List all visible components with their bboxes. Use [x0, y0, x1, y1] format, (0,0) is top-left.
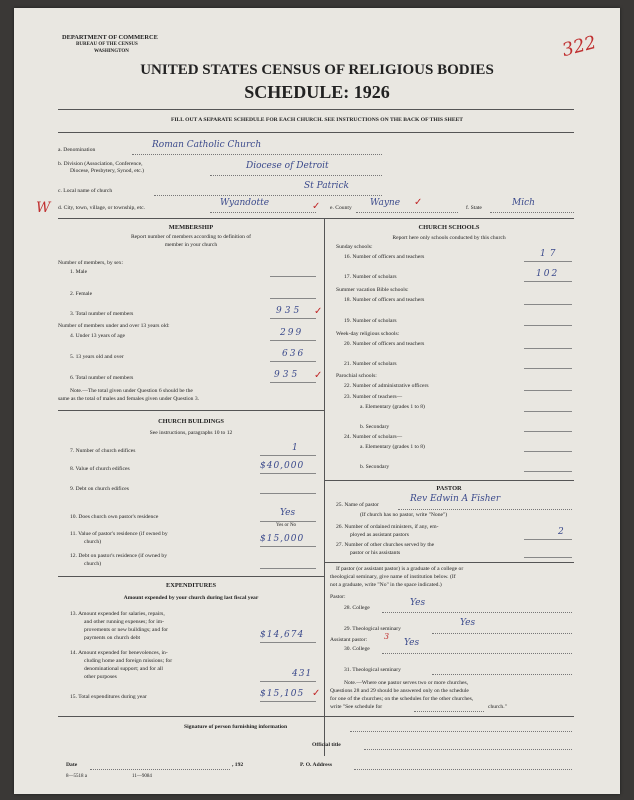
membership-sub-2: member in your church — [164, 242, 218, 248]
pastor-title: PASTOR — [436, 485, 462, 492]
q14-label-1: 14. Amount expended for benevolences, in- — [70, 650, 168, 656]
schools-sub: Report here only schools conducted by this church — [392, 235, 506, 241]
q25-value: Rev Edwin A Fisher — [410, 494, 501, 504]
male-label: 1. Male — [70, 269, 88, 275]
parochial-schools-label: Parochial schools: — [336, 373, 377, 379]
under-13-value: 299 — [280, 328, 304, 338]
q10-value: Yes — [280, 508, 296, 518]
schools-title: CHURCH SCHOOLS — [418, 224, 480, 231]
total-members-value-1: 935 — [276, 306, 303, 316]
q24b-label: b. Secondary — [360, 464, 390, 470]
q19-label: 19. Number of scholars — [344, 318, 397, 324]
buildings-sub: See instructions, paragraphs 10 to 12 — [149, 430, 233, 436]
official-title-label: Official title — [312, 742, 341, 748]
expenditures-sub: Amount expended by your church during last fiscal year — [123, 595, 259, 601]
q14-label-2: cluding home and foreign missions; for — [84, 658, 173, 664]
po-address-label: P. O. Address — [300, 762, 333, 768]
form-title: UNITED STATES CENSUS OF RELIGIOUS BODIES — [140, 62, 494, 78]
q27-label-2: pastor or his assistants — [350, 550, 401, 556]
under-13-label: 4. Under 13 years of age — [70, 333, 125, 339]
county-label: e. County — [330, 205, 352, 211]
department-label: DEPARTMENT OF COMMERCE — [62, 34, 158, 41]
membership-note-1: Note.—The total given under Question 6 should be the — [70, 388, 193, 394]
q21-label: 21. Number of scholars — [344, 361, 397, 367]
q23-label: 23. Number of teachers— — [344, 394, 403, 400]
bureau-label: BUREAU OF THE CENSUS — [76, 42, 138, 47]
corner-mark: 322 — [559, 31, 599, 62]
q13-label-4: payments on church debt — [84, 635, 141, 641]
over-13-label: 5. 13 years old and over — [70, 354, 124, 360]
total-members-label-2: 6. Total number of members — [70, 375, 134, 381]
graduate-instruction-3: not a graduate, write "No" in the space indicated.) — [330, 582, 442, 588]
q30-value: Yes — [404, 638, 420, 648]
check-mark: ✓ — [312, 688, 321, 699]
q13-value: $14,674 — [260, 630, 305, 640]
census-schedule-sheet — [14, 8, 620, 794]
q13-label-2: and other running expenses; for im- — [84, 619, 165, 625]
q17-value: 102 — [536, 269, 560, 279]
city-town-label: d. City, town, village, or township, etc. — [58, 205, 145, 211]
female-label: 2. Female — [70, 291, 93, 297]
local-name-label: c. Local name of church — [58, 188, 113, 194]
q30-label: 30. College — [344, 646, 370, 652]
q25-label: 25. Name of pastor — [336, 502, 379, 508]
weekday-schools-label: Week-day religious schools: — [336, 331, 400, 337]
q10-hint: Yes or No — [276, 523, 297, 528]
form-code-1: 8—5518 a — [66, 774, 87, 779]
q29-label: 29. Theological seminary — [344, 626, 401, 632]
pastor-note-5: church." — [488, 704, 507, 710]
q28-value: Yes — [410, 598, 426, 608]
q8-value: $40,000 — [260, 461, 305, 471]
q17-label: 17. Number of scholars — [344, 274, 397, 280]
check-mark: ✓ — [314, 370, 323, 381]
year-label: , 192 — [232, 762, 244, 768]
q16-label: 16. Number of officers and teachers — [344, 254, 425, 260]
pastor-note-1: Note.—Where one pastor serves two or more churches, — [344, 680, 469, 686]
q7-value: 1 — [292, 443, 298, 453]
q23a-label: a. Elementary (grades 1 to 8) — [360, 404, 425, 410]
q14-label-4: other purposes — [84, 674, 117, 680]
form-code-2: 11—9084 — [132, 774, 152, 779]
schedule-title: SCHEDULE: 1926 — [244, 82, 390, 102]
q12-label-1: 12. Debt on pastor's residence (if owned by — [70, 553, 168, 559]
q8-label: 8. Value of church edifices — [70, 466, 130, 472]
expenditures-title: EXPENDITURES — [165, 582, 217, 589]
q16-value: 17 — [540, 249, 560, 259]
city-label: WASHINGTON — [94, 49, 129, 54]
division-label-1: b. Division (Association, Conference, — [58, 161, 143, 167]
denomination-value: Roman Catholic Church — [152, 140, 262, 150]
by-sex-label: Number of members, by sex: — [58, 260, 124, 266]
q31-label: 31. Theological seminary — [344, 667, 401, 673]
assistant-pastor-label: Assistant pastor: — [330, 637, 368, 643]
q26-label-1: 26. Number of ordained ministers, if any, em- — [336, 524, 439, 530]
q12-label-2: church) — [84, 561, 102, 567]
check-mark: ✓ — [414, 197, 423, 208]
q11-value: $15,000 — [260, 534, 305, 544]
q20-label: 20. Number of officers and teachers — [344, 341, 425, 347]
q14-value: 431 — [292, 669, 313, 679]
pastor-label: Pastor: — [330, 594, 346, 600]
pastor-note-3: for one of the churches; on the schedules for the other churches, — [330, 696, 474, 702]
membership-note-2: same as the total of males and females given under Question 3. — [58, 396, 200, 402]
age-heading: Number of members under and over 13 years old: — [58, 323, 170, 329]
margin-mark: W — [36, 200, 51, 216]
assistant-count: 3 — [384, 632, 390, 641]
membership-sub-1: Report number of members according to definition of — [130, 234, 252, 240]
summer-schools-label: Summer vacation Bible schools: — [336, 287, 409, 293]
graduate-instruction-1: If pastor (or assistant pastor) is a graduate of a college or — [336, 566, 464, 572]
total-members-value-2: 935 — [274, 370, 301, 380]
over-13-value: 636 — [282, 349, 306, 359]
q15-value: $15,105 — [260, 689, 305, 699]
total-members-label-1: 3. Total number of members — [70, 311, 134, 317]
q27-label-1: 27. Number of other churches served by the — [336, 542, 435, 548]
q23b-label: b. Secondary — [360, 424, 390, 430]
pastor-note-2: Questions 28 and 29 should be answered only on the schedule — [330, 688, 469, 694]
pastor-note-4: write "See schedule for — [330, 704, 383, 710]
q10-label: 10. Does church own pastor's residence — [70, 514, 159, 520]
state-label: f. State — [466, 205, 482, 211]
q24-label: 24. Number of scholars— — [344, 434, 403, 440]
q14-label-3: denominational support; and for all — [84, 666, 163, 672]
signature-label: Signature of person furnishing information — [184, 724, 288, 730]
q22-label: 22. Number of administrative officers — [344, 383, 429, 389]
sunday-schools-label: Sunday schools: — [336, 244, 373, 250]
membership-title: MEMBERSHIP — [168, 224, 214, 231]
q24a-label: a. Elementary (grades 1 to 8) — [360, 444, 425, 450]
q11-label-1: 11. Value of pastor's residence (if owned by — [70, 531, 168, 537]
instruction-line: FILL OUT A SEPARATE SCHEDULE FOR EACH CHURCH. SEE INSTRUCTIONS ON THE BACK OF THIS SHEET — [170, 117, 464, 123]
date-label: Date — [66, 762, 78, 768]
q18-label: 18. Number of officers and teachers — [344, 297, 425, 303]
check-mark: ✓ — [312, 201, 321, 212]
q26-label-2: ployed as assistant pastors — [350, 532, 409, 538]
q15-label: 15. Total expenditures during year — [70, 694, 147, 700]
q11-label-2: church) — [84, 539, 102, 545]
county-value: Wayne — [370, 198, 401, 208]
q7-label: 7. Number of church edifices — [70, 448, 136, 454]
state-value: Mich — [512, 198, 535, 208]
city-town-value: Wyandotte — [220, 198, 270, 208]
q29-value: Yes — [460, 618, 476, 628]
q9-label: 9. Debt on church edifices — [70, 486, 129, 492]
local-name-value: St Patrick — [304, 181, 349, 191]
q13-label-3: provements or new buildings; and for — [84, 627, 169, 633]
check-mark: ✓ — [314, 306, 323, 317]
graduate-instruction-2: theological seminary, give name of institution below. (If — [330, 574, 456, 580]
denomination-label: a. Denomination — [58, 147, 96, 153]
division-value: Diocese of Detroit — [246, 161, 329, 171]
division-label-2: Diocese, Presbytery, Synod, etc.) — [70, 168, 145, 174]
q26-value: 2 — [558, 527, 564, 537]
q13-label-1: 13. Amount expended for salaries, repairs, — [70, 611, 165, 617]
buildings-title: CHURCH BUILDINGS — [158, 418, 224, 425]
q25-hint: (If church has no pastor, write "None") — [360, 512, 448, 518]
q28-label: 28. College — [344, 605, 370, 611]
